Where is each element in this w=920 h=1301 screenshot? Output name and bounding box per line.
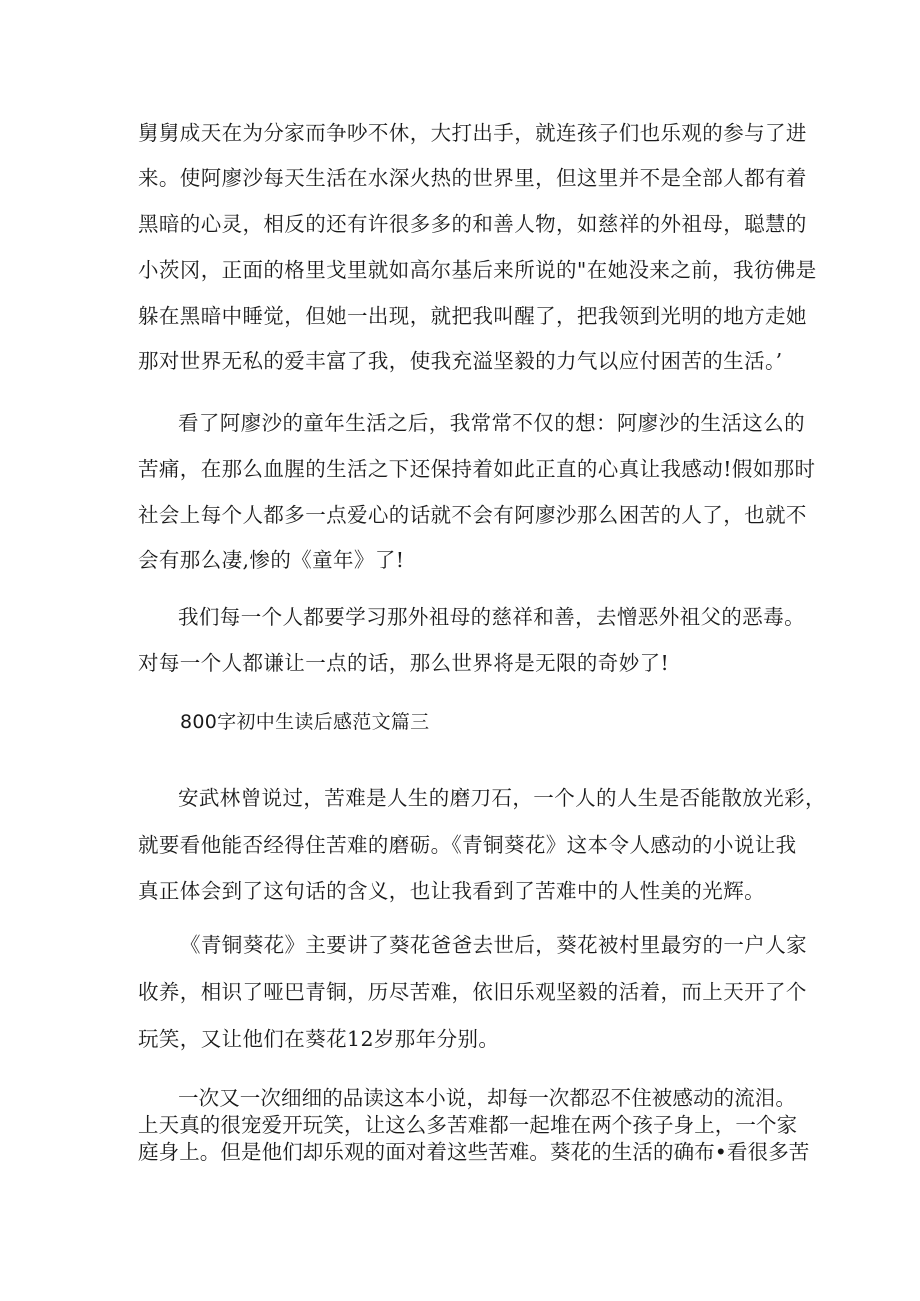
text-line: 苦痛，在那么血腥的生活之下还保持着如此正直的心真让我感动!假如那时 [138,457,816,481]
text-line: 躲在黑暗中睡觉，但她一出现，就把我叫醒了，把我领到光明的地方走她 [138,304,807,328]
text-line: 一次又一次细细的品读这本小说，却每一次都忍不住被感动的流泪。 [178,1086,796,1110]
text-line: 玩笑，又让他们在葵花12岁那年分别。 [138,1027,500,1051]
text-line: 看了阿廖沙的童年生活之后，我常常不仅的想：阿廖沙的生活这么的 [178,411,805,435]
text-line: 黑暗的心灵，相反的还有许很多多的和善人物，如慈祥的外祖母，聪慧的 [138,212,807,236]
text-line: 安武林曾说过，苦难是人生的磨刀石，一个人的人生是否能散放光彩， [178,786,826,810]
text-line: 对每一个人都谦让一点的话，那么世界将是无限的奇妙了! [138,651,670,675]
text-line: 小茨冈，正面的格里戈里就如高尔基后来所说的"在她没来之前，我彷佛是 [138,258,817,282]
text-line: 上天真的很宠爱开玩笑，让这么多苦难都一起堆在两个孩子身上，一个家 [138,1113,798,1137]
text-line: 来。使阿廖沙每天生活在水深火热的世界里，但这里并不是全部人都有着 [138,166,807,190]
section-heading: 800字初中生读后感范文篇三 [180,711,430,733]
text-line: 社会上每个人都多一点爱心的话就不会有阿廖沙那么困苦的人了，也就不 [138,503,807,527]
text-line: 会有那么凄,惨的《童年》了! [138,548,405,572]
text-line: 我们每一个人都要学习那外祖母的慈祥和善，去憎恶外祖父的恶毒。 [178,605,805,629]
text-line: 舅舅成天在为分家而争吵不休，大打出手，就连孩子们也乐观的参与了进 [138,121,807,145]
text-line: 收养，相识了哑巴青铜，历尽苦难，依旧乐观坚毅的活着，而上天开了个 [138,980,807,1004]
text-line: 那对世界无私的爱丰富了我，使我充溢坚毅的力气以应付困苦的生活。’ [138,349,783,373]
text-line: 真正体会到了这句话的含义，也让我看到了苦难中的人性美的光辉。 [138,879,765,903]
text-line: 庭身上。但是他们却乐观的面对着这些苦难。葵花的生活的确布•看很多苦 [138,1140,810,1164]
text-line: 《青铜葵花》主要讲了葵花爸爸去世后，葵花被村里最穷的一户人家 [180,933,807,957]
text-line: 就要看他能否经得住苦难的磨砺。《青铜葵花》这本令人感动的小说让我 [138,833,797,857]
